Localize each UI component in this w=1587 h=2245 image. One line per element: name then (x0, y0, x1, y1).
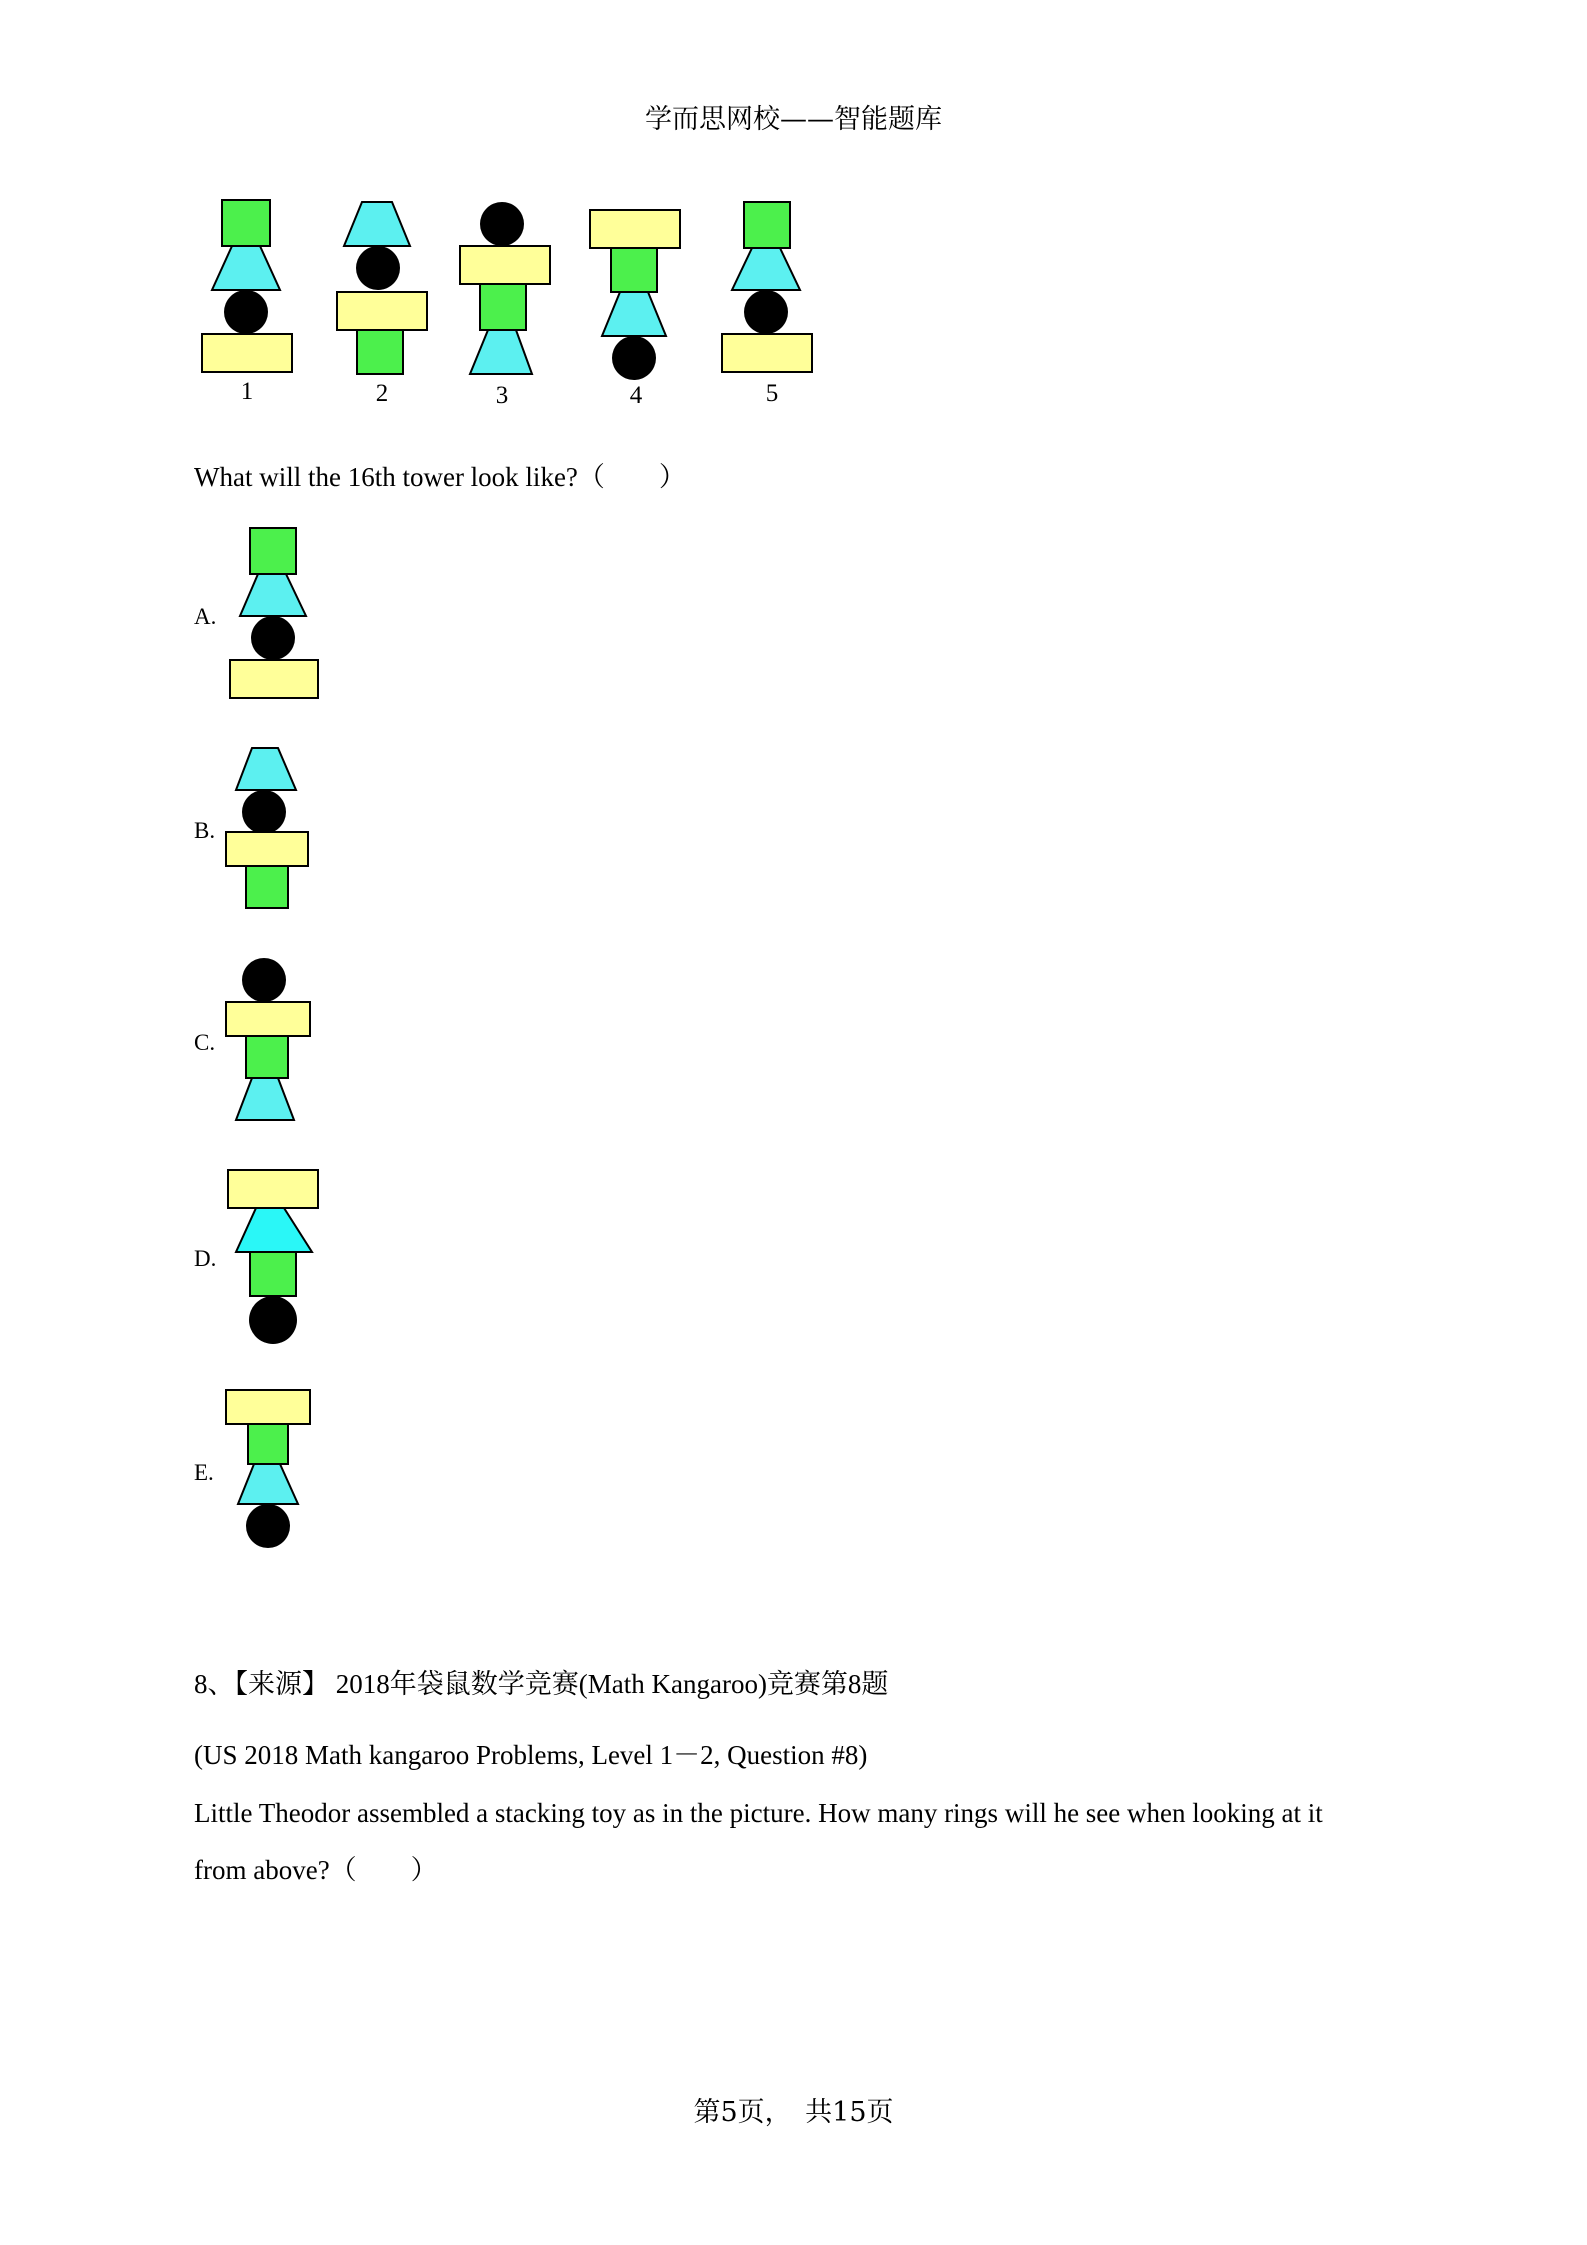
tower-number-4: 4 (629, 382, 643, 409)
option-d-label[interactable]: D. (194, 1246, 217, 1271)
tower-2-rectangle (337, 292, 427, 330)
page-header: 学而思网校——智能题库 (645, 104, 942, 135)
tower-3-rectangle (460, 246, 550, 284)
tower-1-square (222, 200, 270, 246)
tower-3-square (480, 284, 526, 330)
tower-3-trapezoid (470, 330, 532, 374)
option-e-tower[interactable] (0, 0, 1, 1)
option-c-label[interactable]: C. (194, 1030, 216, 1055)
question-8-text-line2: from above?（ ） (194, 1855, 438, 1885)
tower-5-trapezoid (732, 248, 800, 290)
tower-4-rectangle (590, 210, 680, 248)
option-e-label[interactable]: E. (194, 1460, 214, 1485)
tower-2-circle (356, 246, 400, 290)
option-a-label[interactable]: A. (194, 604, 217, 629)
tower-4-circle (612, 336, 656, 380)
tower-number-2: 2 (375, 380, 389, 407)
tower-number-5: 5 (765, 380, 779, 407)
tower-5-rectangle (722, 334, 812, 372)
tower-3-circle (480, 202, 524, 246)
page-footer: 第5页， 共15页 (693, 2097, 894, 2128)
question-8-text-line1: Little Theodor assembled a stacking toy as in the picture. How many rings will he see when looking at it (194, 1798, 1323, 1828)
question-8-source: 8、【来源】 2018年袋鼠数学竞赛(Math Kangaroo)竞赛第8题 (194, 1669, 889, 1699)
tower-4-square (611, 248, 657, 292)
tower-5-square (744, 202, 790, 248)
tower-1-rectangle (202, 334, 292, 372)
tower-1-trapezoid (212, 246, 280, 290)
tower-2-trapezoid (344, 202, 410, 246)
tower-1-circle (224, 290, 268, 334)
tower-4-trapezoid (602, 292, 666, 336)
question-16th-tower: What will the 16th tower look like?（ ） (194, 462, 686, 492)
question-8-reference: (US 2018 Math kangaroo Problems, Level 1－2, Question #8) (194, 1740, 868, 1770)
option-b-label[interactable]: B. (194, 818, 216, 843)
tower-5-circle (744, 290, 788, 334)
tower-2-square (357, 330, 403, 374)
tower-number-1: 1 (240, 378, 254, 405)
tower-number-3: 3 (495, 382, 509, 409)
